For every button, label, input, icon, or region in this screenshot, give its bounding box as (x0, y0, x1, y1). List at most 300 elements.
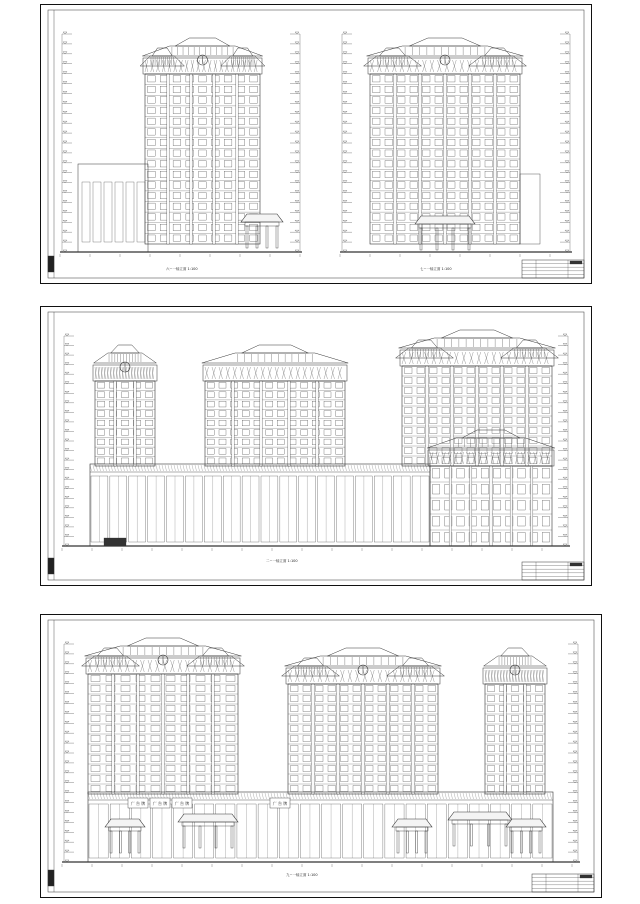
window (542, 532, 549, 542)
frieze-pattern (241, 793, 243, 799)
window (510, 150, 518, 156)
window (145, 439, 152, 445)
window (498, 235, 506, 241)
window (435, 118, 443, 124)
window (151, 756, 160, 762)
window (148, 203, 156, 209)
level-marker (65, 439, 69, 441)
level-marker (65, 410, 69, 412)
window (373, 97, 381, 103)
level-marker (65, 721, 69, 723)
window (493, 468, 500, 478)
level-marker (565, 72, 569, 74)
window (316, 786, 324, 792)
window (316, 706, 324, 712)
window (199, 76, 207, 82)
window (480, 448, 488, 454)
level-marker (63, 62, 67, 64)
window (460, 192, 468, 198)
level-marker (65, 850, 69, 852)
window (448, 86, 456, 92)
window (460, 171, 468, 177)
window (485, 76, 493, 82)
level-marker (63, 121, 67, 123)
window (207, 392, 214, 398)
window (121, 411, 128, 417)
window (417, 398, 425, 404)
window (250, 192, 258, 198)
window (473, 107, 481, 113)
window (224, 76, 232, 82)
entrance-canopy-roof (506, 819, 546, 827)
window (373, 86, 381, 92)
level-marker (563, 496, 567, 498)
window (196, 716, 205, 722)
window (196, 696, 205, 702)
window (328, 696, 336, 702)
window (492, 368, 500, 374)
level-marker (343, 210, 347, 212)
window (291, 706, 299, 712)
window (510, 129, 518, 135)
drawing-sheet-1 (40, 4, 592, 284)
canopy-beam (510, 827, 542, 831)
canopy-column (530, 831, 532, 853)
level-marker (563, 439, 567, 441)
frieze-pattern (253, 793, 255, 799)
window (373, 235, 381, 241)
window (97, 439, 104, 445)
window (148, 150, 156, 156)
roof-eave (85, 646, 242, 656)
level-marker (63, 42, 67, 44)
window (224, 235, 232, 241)
window (405, 458, 413, 464)
level-marker (63, 220, 67, 222)
window (511, 706, 518, 712)
window (207, 449, 214, 455)
window (385, 171, 393, 177)
window (324, 430, 331, 436)
frieze-pattern (345, 465, 347, 471)
window (226, 686, 235, 692)
window (535, 776, 542, 782)
window (535, 706, 542, 712)
window (448, 97, 456, 103)
level-marker (295, 42, 299, 44)
window (277, 401, 284, 407)
window (435, 182, 443, 188)
level-marker (563, 449, 567, 451)
window (385, 129, 393, 135)
window (460, 224, 468, 230)
window (250, 86, 258, 92)
window (517, 448, 525, 454)
window (301, 411, 308, 417)
level-marker (563, 468, 567, 470)
frieze-pattern (256, 793, 258, 799)
tower-body (95, 381, 155, 466)
window (510, 235, 518, 241)
drawing-sheet-2 (40, 306, 592, 586)
window (498, 214, 506, 220)
window (121, 430, 128, 436)
level-marker (65, 372, 69, 374)
window (91, 746, 100, 752)
window (398, 129, 406, 135)
facade-pier (412, 684, 414, 794)
window (353, 726, 361, 732)
window (301, 420, 308, 426)
window (145, 458, 152, 464)
window (224, 107, 232, 113)
window (341, 736, 349, 742)
level-marker (295, 82, 299, 84)
window (378, 766, 386, 772)
window (324, 439, 331, 445)
level-marker (295, 52, 299, 54)
window (385, 161, 393, 167)
window (423, 97, 431, 103)
window (410, 76, 418, 82)
title-block-logo (570, 261, 582, 264)
level-marker (563, 353, 567, 355)
canopy-column (511, 831, 513, 853)
window (91, 786, 100, 792)
canopy-column (246, 226, 248, 248)
level-marker (295, 111, 299, 113)
window (530, 368, 538, 374)
frieze-pattern (360, 465, 362, 471)
window (226, 746, 235, 752)
window (366, 786, 374, 792)
window (428, 746, 436, 752)
level-marker (65, 458, 69, 460)
window (219, 458, 226, 464)
window (226, 696, 235, 702)
window (473, 235, 481, 241)
window (148, 107, 156, 113)
window (196, 766, 205, 772)
window (403, 756, 411, 762)
window (91, 716, 100, 722)
canopy-column (138, 831, 140, 853)
level-marker (63, 101, 67, 103)
window (266, 392, 273, 398)
window (173, 86, 181, 92)
window (423, 161, 431, 167)
podium-window (104, 182, 112, 242)
window (385, 150, 393, 156)
window (91, 686, 100, 692)
window (430, 448, 438, 454)
level-marker (343, 230, 347, 232)
window (151, 676, 160, 682)
window (224, 171, 232, 177)
window (316, 716, 324, 722)
level-marker (573, 820, 577, 822)
window (511, 686, 518, 692)
window (219, 420, 226, 426)
margin-stamp (48, 256, 54, 272)
window (542, 448, 550, 454)
window (291, 776, 299, 782)
window (266, 401, 273, 407)
window (410, 235, 418, 241)
window (324, 411, 331, 417)
window (219, 392, 226, 398)
window (403, 786, 411, 792)
window (303, 756, 311, 762)
level-marker (65, 652, 69, 654)
window (511, 696, 518, 702)
window (517, 368, 525, 374)
window (166, 686, 175, 692)
window (121, 382, 128, 388)
frieze-pattern (384, 465, 386, 471)
level-marker (563, 334, 567, 336)
roof-eave (484, 656, 547, 666)
frieze-pattern (348, 465, 350, 471)
window (481, 532, 488, 542)
frieze-pattern (262, 793, 264, 799)
window (485, 161, 493, 167)
level-marker (343, 240, 347, 242)
level-marker (565, 210, 569, 212)
window (378, 726, 386, 732)
window (485, 97, 493, 103)
window (301, 382, 308, 388)
window (316, 776, 324, 782)
roof-top (202, 648, 228, 656)
level-marker (573, 830, 577, 832)
window (442, 368, 450, 374)
window (196, 726, 205, 732)
window (121, 786, 130, 792)
facade-pier (362, 684, 364, 794)
window (391, 726, 399, 732)
window (148, 214, 156, 220)
window (145, 382, 152, 388)
window (473, 203, 481, 209)
window (373, 139, 381, 145)
roof-eave (202, 353, 348, 363)
window (224, 86, 232, 92)
window (219, 449, 226, 455)
canopy-column (129, 831, 131, 853)
window (199, 171, 207, 177)
level-marker (65, 682, 69, 684)
window (435, 192, 443, 198)
level-marker (295, 220, 299, 222)
window (535, 716, 542, 722)
window (151, 696, 160, 702)
level-marker (295, 72, 299, 74)
window (505, 448, 513, 454)
window (353, 736, 361, 742)
window (173, 118, 181, 124)
window (460, 150, 468, 156)
window (510, 139, 518, 145)
window (442, 428, 450, 434)
window (485, 235, 493, 241)
roof-top (175, 38, 230, 46)
window (151, 736, 160, 742)
level-marker (65, 642, 69, 644)
window (405, 368, 413, 374)
window (542, 458, 550, 464)
window (518, 500, 525, 510)
level-marker (565, 181, 569, 183)
window (173, 235, 181, 241)
facade-pier (212, 674, 214, 794)
window (207, 430, 214, 436)
frieze-pattern (547, 793, 549, 799)
window (226, 736, 235, 742)
level-marker (65, 382, 69, 384)
window (542, 484, 549, 494)
window (481, 500, 488, 510)
window (423, 182, 431, 188)
roof-eave (142, 46, 262, 56)
window (303, 706, 311, 712)
window (416, 716, 424, 722)
window (336, 430, 343, 436)
level-marker (563, 487, 567, 489)
podium-window (93, 182, 101, 242)
roof-eave (367, 46, 524, 56)
podium-window (82, 182, 90, 242)
level-marker (563, 506, 567, 508)
window (410, 214, 418, 220)
window (336, 420, 343, 426)
window (485, 224, 493, 230)
canopy-beam (245, 222, 279, 226)
level-marker (565, 240, 569, 242)
title-block-logo (570, 563, 582, 566)
facade-pier (469, 466, 471, 546)
window (97, 458, 104, 464)
window (467, 378, 475, 384)
window (457, 516, 464, 526)
window (291, 756, 299, 762)
window (219, 430, 226, 436)
elevation-caption: 九~一轴立面 1:100 (286, 873, 318, 877)
level-marker (65, 420, 69, 422)
window (291, 766, 299, 772)
facade-pier (337, 684, 339, 794)
window (485, 86, 493, 92)
window (391, 736, 399, 742)
level-marker (65, 506, 69, 508)
window (242, 458, 249, 464)
level-marker (343, 111, 347, 113)
window (518, 468, 525, 478)
window (224, 214, 232, 220)
level-marker (65, 801, 69, 803)
entrance-canopy-roof (241, 214, 283, 222)
podium-body (90, 464, 430, 546)
window (121, 439, 128, 445)
facade-pier (316, 381, 318, 466)
sheet-3-canvas (40, 614, 602, 898)
window (266, 458, 273, 464)
window (428, 766, 436, 772)
window (518, 484, 525, 494)
window (277, 430, 284, 436)
window (442, 388, 450, 394)
level-marker (63, 72, 67, 74)
roof-top (409, 38, 480, 46)
facade-pier (134, 381, 136, 466)
level-marker (65, 477, 69, 479)
frieze-pattern (451, 793, 453, 799)
frieze-pattern (186, 465, 188, 471)
window (430, 438, 438, 444)
window (391, 746, 399, 752)
roof-top (484, 48, 510, 56)
window (303, 726, 311, 732)
sheet-2-canvas (40, 306, 592, 586)
window (428, 686, 436, 692)
window (403, 776, 411, 782)
window (196, 746, 205, 752)
window (277, 392, 284, 398)
window (166, 676, 175, 682)
level-marker (563, 429, 567, 431)
window (460, 161, 468, 167)
window (366, 746, 374, 752)
window (151, 776, 160, 782)
roof-top (111, 345, 140, 353)
level-marker (295, 200, 299, 202)
level-marker (295, 131, 299, 133)
roof-top (462, 430, 520, 438)
window (166, 746, 175, 752)
level-marker (563, 458, 567, 460)
window (448, 107, 456, 113)
window (423, 76, 431, 82)
frieze-pattern (354, 465, 356, 471)
window (511, 776, 518, 782)
facade-pier (114, 381, 116, 466)
window (207, 411, 214, 417)
level-marker (573, 761, 577, 763)
window (435, 129, 443, 135)
window (224, 150, 232, 156)
canopy-beam (182, 822, 234, 826)
window (416, 776, 424, 782)
window (410, 203, 418, 209)
level-marker (565, 52, 569, 54)
facade-pier (510, 466, 512, 546)
roof-top (411, 340, 437, 348)
facade-pier (137, 674, 139, 794)
window (385, 235, 393, 241)
window (148, 224, 156, 230)
window (405, 408, 413, 414)
window (224, 97, 232, 103)
window (391, 776, 399, 782)
level-marker (295, 210, 299, 212)
window (530, 408, 538, 414)
window (341, 746, 349, 752)
window (517, 408, 525, 414)
window (410, 139, 418, 145)
window (196, 786, 205, 792)
window (303, 766, 311, 772)
facade-pier (112, 674, 114, 794)
